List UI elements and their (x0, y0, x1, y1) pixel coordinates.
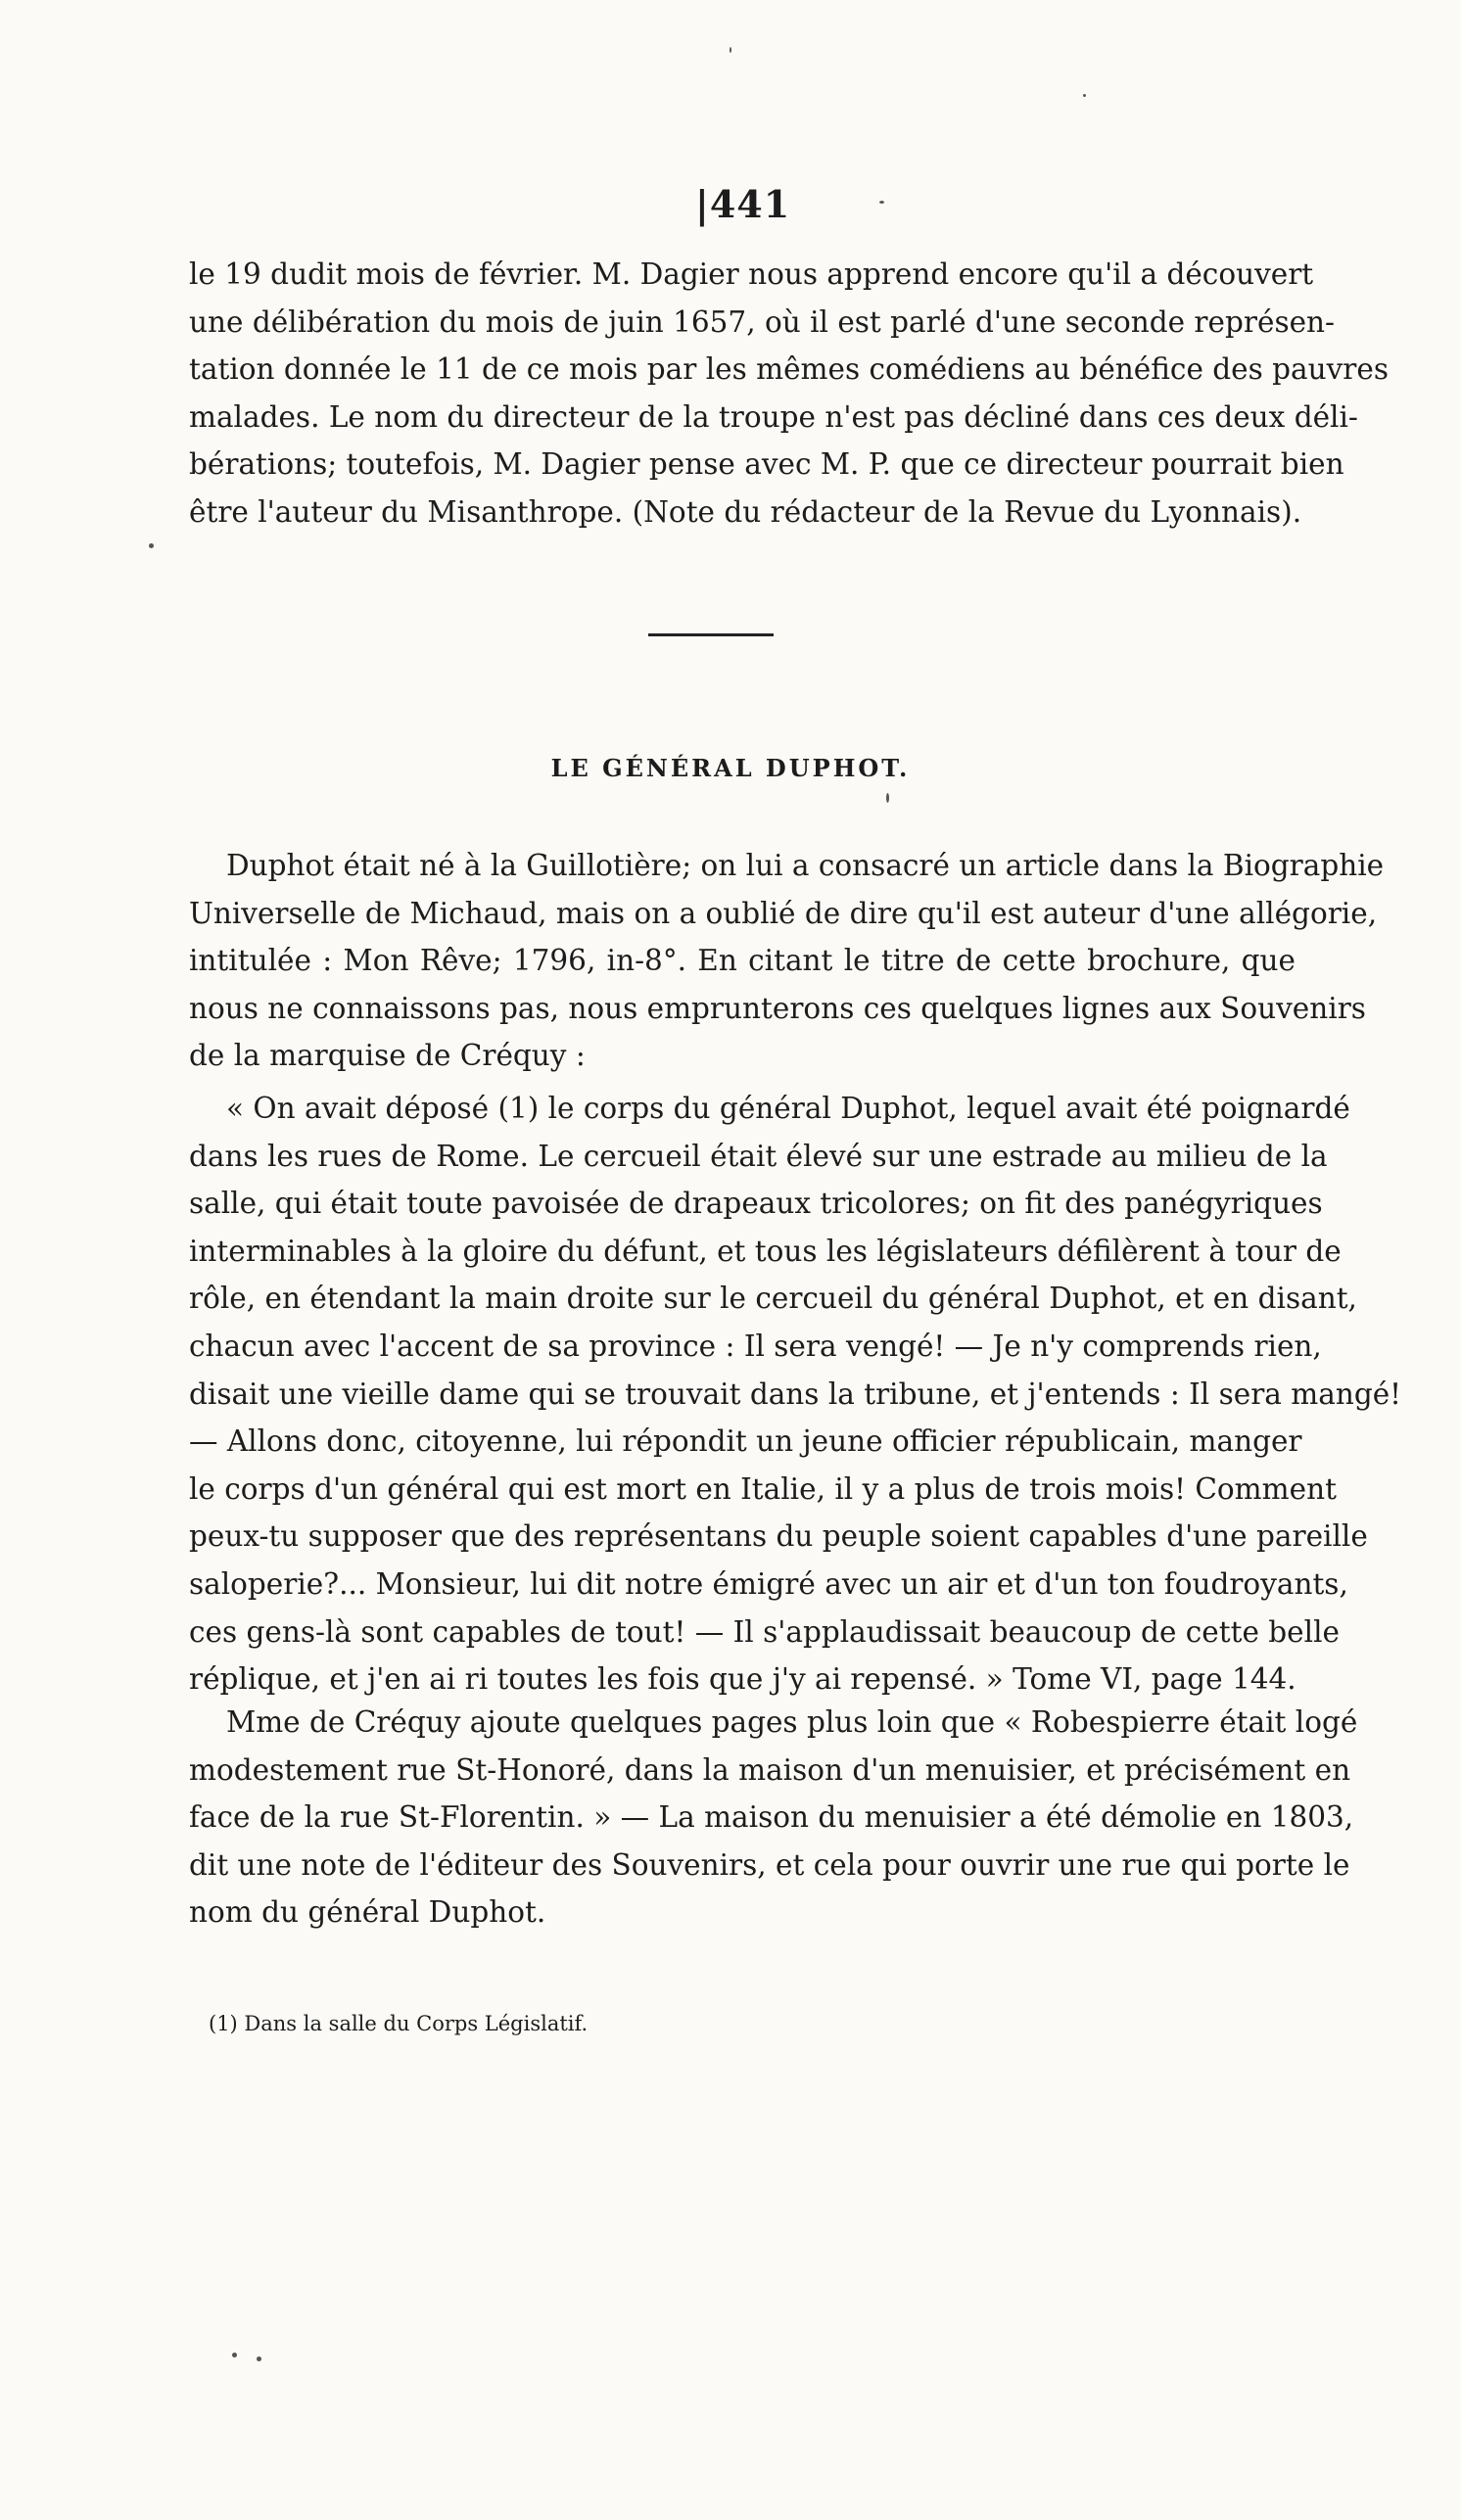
text-line: rôle, en étendant la main droite sur le cercueil du général Duphot, et en disant, (189, 1282, 1357, 1316)
text-line: face de la rue St-Florentin. » — La maison du menuisier a été démolie en 1803, (189, 1800, 1354, 1835)
text-line: de la marquise de Créquy : (189, 1039, 586, 1073)
page-number: |441 (695, 182, 791, 226)
footnote: (1) Dans la salle du Corps Législatif. (209, 2012, 589, 2035)
intro-paragraph (189, 251, 1389, 537)
text-line: tation donnée le 11 de ce mois par les mêmes comédiens au bénéfice des pauvres (189, 352, 1389, 387)
closing-paragraph (189, 1699, 1358, 1937)
text-line: Universelle de Michaud, mais on a oublié de dire qu'il est auteur d'une allégorie, (189, 896, 1378, 930)
section-divider (648, 633, 774, 636)
text-line: une délibération du mois de juin 1657, où il est parlé d'une seconde représen- (189, 304, 1336, 339)
text-line: le 19 dudit mois de février. M. Dagier nous apprend encore qu'il a découvert (189, 257, 1314, 291)
scan-speck (886, 793, 889, 803)
text-line: être l'auteur du Misanthrope. (Note du rédacteur de la Revue du Lyonnais). (189, 494, 1302, 529)
text-line: dans les rues de Rome. Le cercueil était élevé sur une estrade au milieu de la (189, 1139, 1328, 1173)
text-line: nous ne connaissons pas, nous emprunterons ces quelques lignes aux Souvenirs (189, 991, 1366, 1025)
text-line: peux-tu supposer que des représentans du peuple soient capables d'une pareille (189, 1519, 1368, 1554)
text-line: le corps d'un général qui est mort en Italie, il y a plus de trois mois! Comment (189, 1471, 1337, 1506)
text-line: ces gens-là sont capables de tout! — Il s'applaudissait beaucoup de cette belle (189, 1614, 1340, 1649)
text-line: bérations; toutefois, M. Dagier pense avec M. P. que ce directeur pourrait bien (189, 447, 1344, 482)
text-line: modestement rue St-Honoré, dans la maison d'un menuisier, et précisément en (189, 1752, 1351, 1787)
text-line: saloperie?... Monsieur, lui dit notre émigré avec un air et d'un ton foudroyants, (189, 1566, 1348, 1601)
scan-speck (879, 201, 884, 204)
section-heading: LE GÉNÉRAL DUPHOT. (550, 754, 911, 782)
text-line: interminables à la gloire du défunt, et tous les législateurs défilèrent à tour de (189, 1234, 1342, 1268)
text-line: dit une note de l'éditeur des Souvenirs, et cela pour ouvrir une rue qui porte le (189, 1847, 1350, 1882)
text-line: — Allons donc, citoyenne, lui répondit un jeune officier républicain, manger (189, 1424, 1302, 1459)
scan-speck (149, 543, 154, 548)
text-line: chacun avec l'accent de sa province : Il sera vengé! — Je n'y comprends rien, (189, 1329, 1322, 1363)
text-line: salle, qui était toute pavoisée de drapeaux tricolores; on fit des panégyriques (189, 1187, 1323, 1221)
scan-speck (1083, 94, 1086, 97)
text-line: malades. Le nom du directeur de la troupe n'est pas décliné dans ces deux déli- (189, 399, 1358, 434)
scan-speck (257, 2357, 261, 2361)
scan-speck (730, 47, 731, 53)
scan-speck (232, 2353, 237, 2357)
text-line: Duphot était né à la Guillotière; on lui a consacré un article dans la Biographie (226, 849, 1385, 882)
article-paragraph (189, 842, 1385, 1080)
quote-paragraph (189, 1085, 1402, 1703)
text-line: « On avait déposé (1) le corps du général Duphot, lequel avait été poignardé (226, 1092, 1350, 1125)
text-line: Mme de Créquy ajoute quelques pages plus loin que « Robespierre était logé (226, 1705, 1358, 1739)
text-line: réplique, et j'en ai ri toutes les fois que j'y ai repensé. » Tome VI, page 144. (189, 1662, 1296, 1697)
text-line: disait une vieille dame qui se trouvait dans la tribune, et j'entends : Il sera mangé! (189, 1377, 1402, 1411)
text-line: intitulée : Mon Rêve; 1796, in-8°. En citant le titre de cette brochure, que (189, 944, 1296, 978)
text-line: nom du général Duphot. (189, 1895, 546, 1930)
